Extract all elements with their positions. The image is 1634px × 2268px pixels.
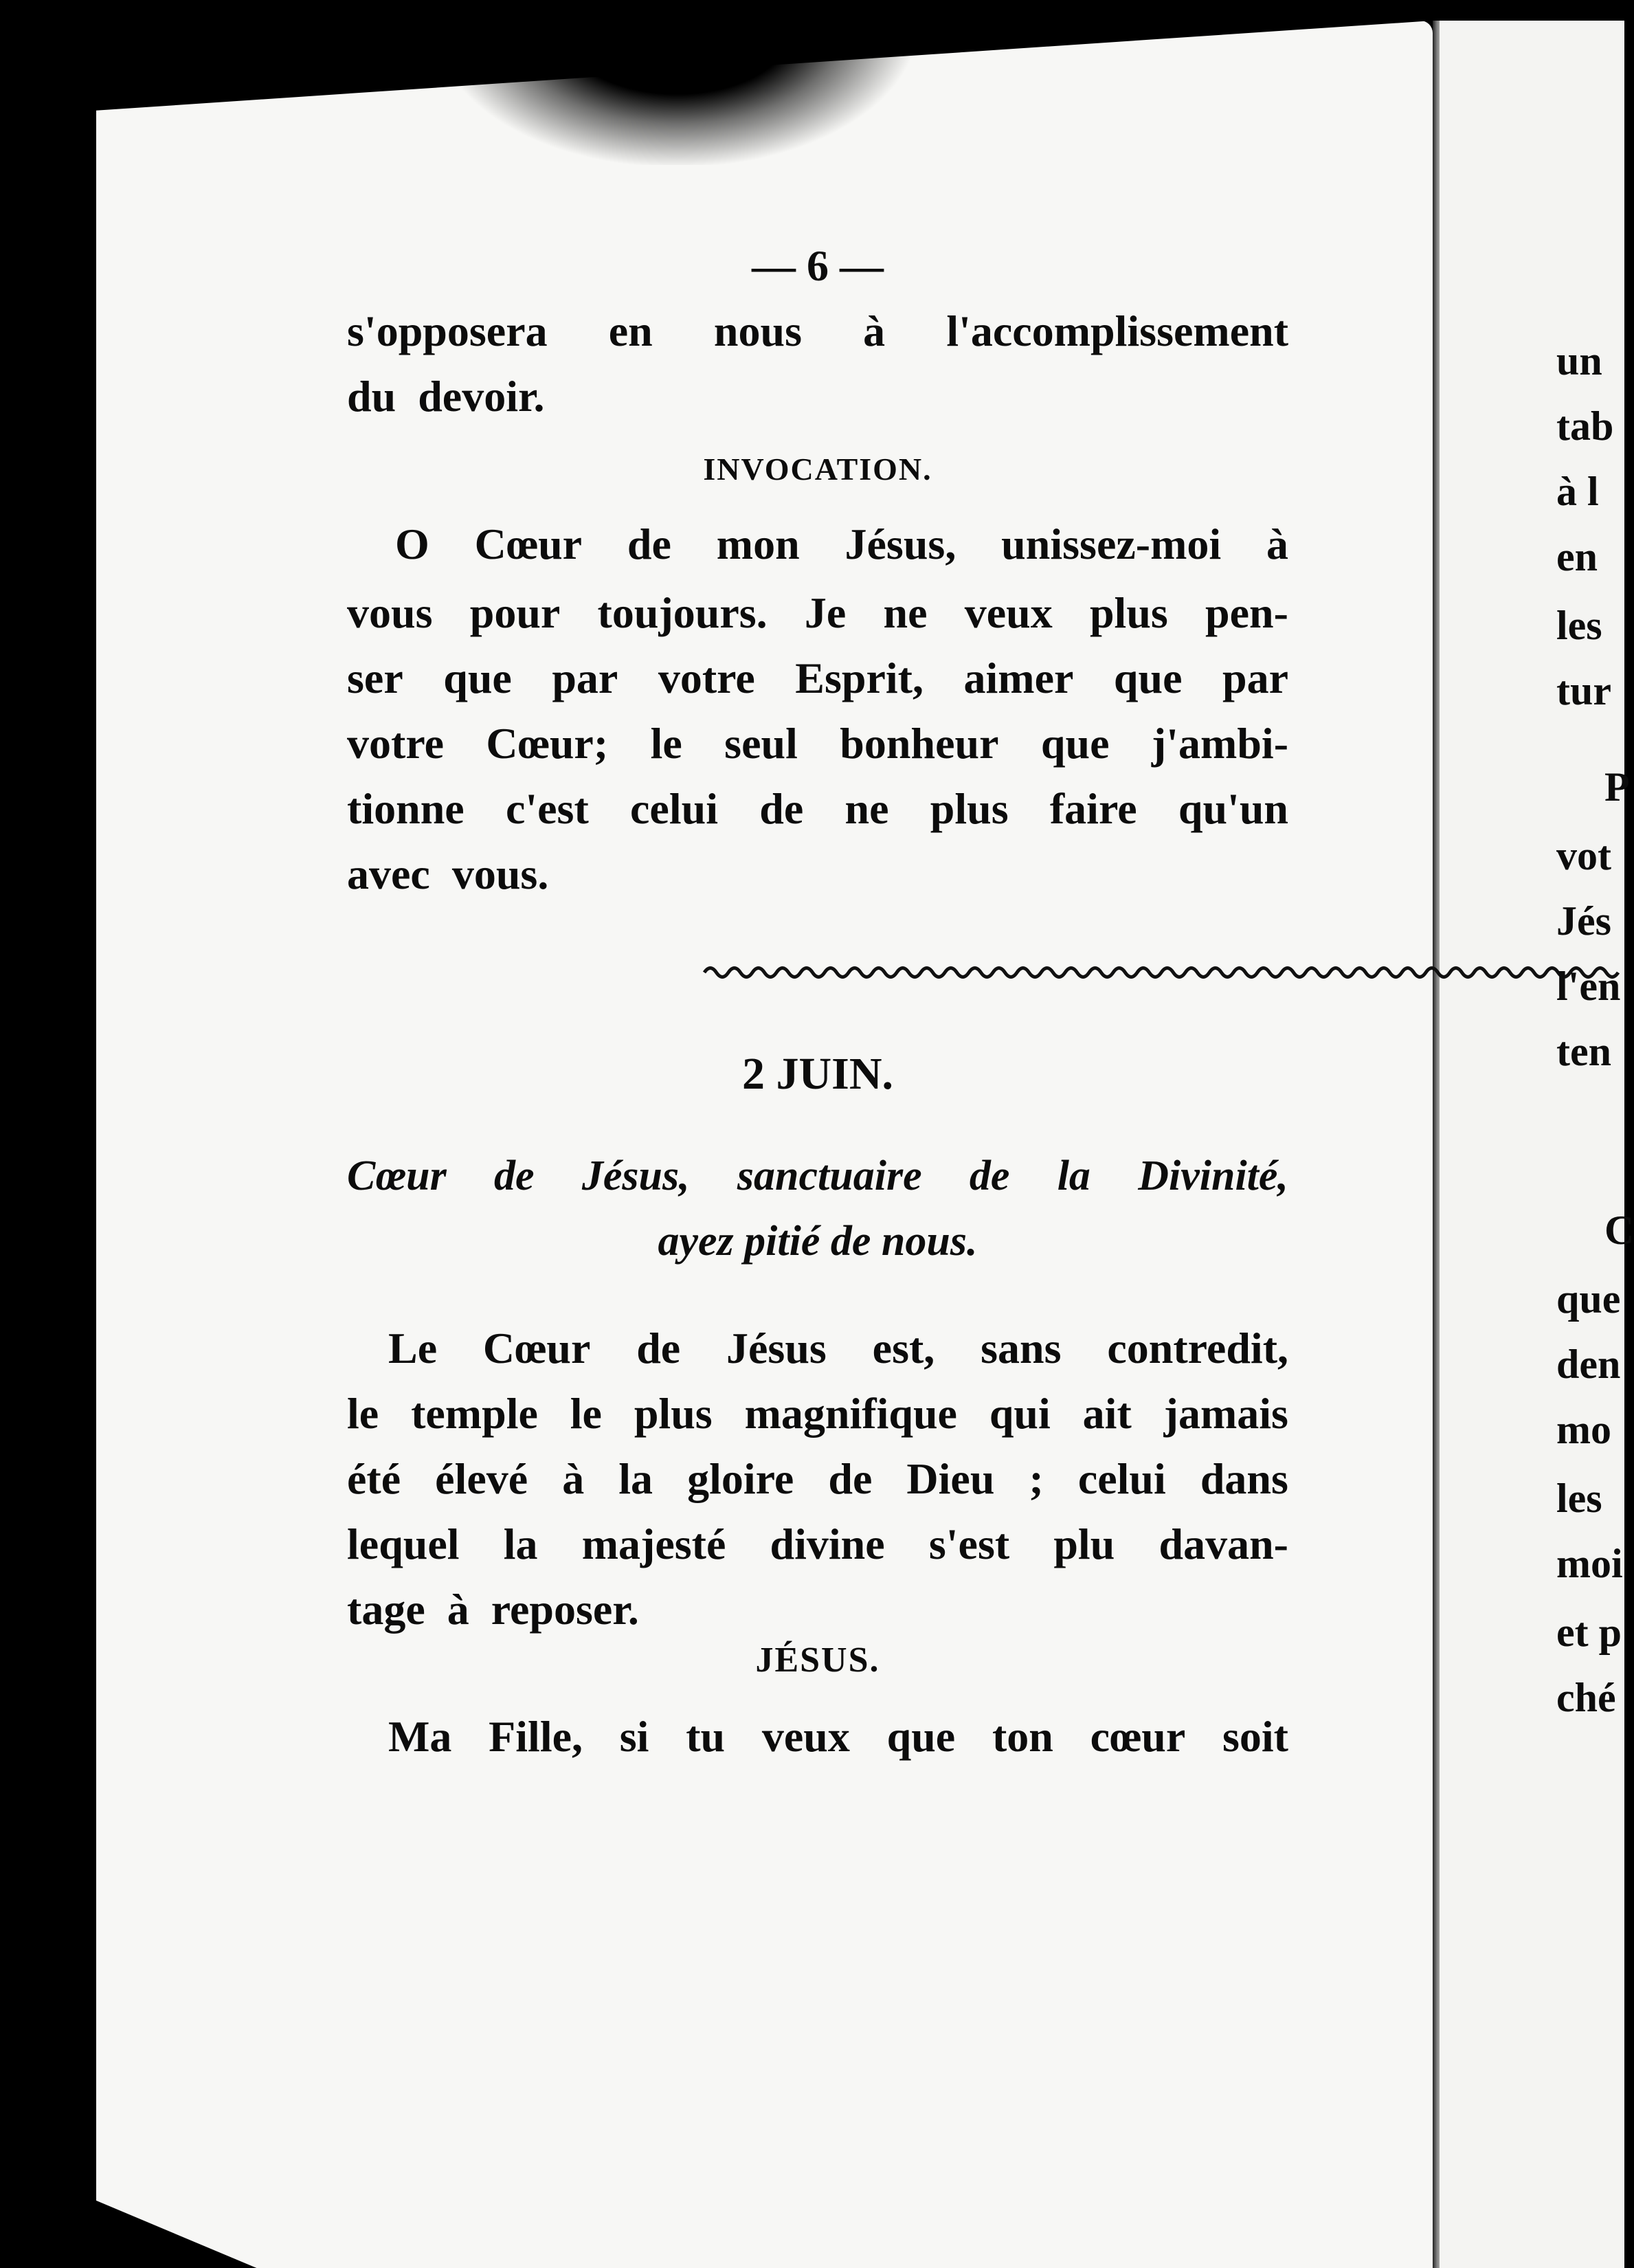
left-page-text xyxy=(347,0,1288,2265)
right-page-fragment: den xyxy=(1556,1342,1621,1387)
word: s'est xyxy=(928,1520,1010,1568)
word: Jésus, xyxy=(844,520,956,568)
right-page-fragment: moi xyxy=(1556,1541,1623,1586)
word: veux xyxy=(964,588,1053,637)
right-page-fragment: P xyxy=(1604,764,1630,810)
invocation-line: avec vous. xyxy=(347,849,549,898)
word: que xyxy=(886,1712,956,1761)
word: Jésus, xyxy=(581,1153,690,1199)
right-page-fragment: les xyxy=(1556,603,1602,648)
word: par xyxy=(1222,654,1288,702)
word: j'ambi- xyxy=(1151,719,1288,768)
word: à xyxy=(562,1454,585,1503)
word: Cœur xyxy=(347,1153,447,1199)
word: qui xyxy=(989,1389,1051,1438)
word: l'accomplissement xyxy=(946,307,1288,355)
word: gloire xyxy=(687,1454,794,1503)
right-page-fragment: vot xyxy=(1556,833,1611,878)
word: votre xyxy=(658,654,755,702)
word: de xyxy=(494,1153,535,1199)
date-heading: 2 JUIN. xyxy=(741,1049,893,1099)
word: que xyxy=(1040,719,1110,768)
word: à xyxy=(1266,520,1288,568)
word: ton xyxy=(992,1712,1053,1761)
body-line xyxy=(347,1389,1288,1438)
margin-spot xyxy=(7,206,12,212)
word: par xyxy=(552,654,618,702)
word: si xyxy=(619,1712,649,1761)
word: davan- xyxy=(1159,1520,1288,1568)
body-line xyxy=(347,1522,1288,1566)
word: été xyxy=(347,1454,401,1503)
right-page-fragment: ché xyxy=(1556,1675,1616,1720)
word: mon xyxy=(716,520,800,568)
word: votre xyxy=(347,719,444,768)
word: celui xyxy=(630,784,718,833)
motto-line-1 xyxy=(347,1155,1288,1197)
motto-line-2: ayez pitié de nous. xyxy=(658,1218,978,1265)
right-page-fragment: C xyxy=(1604,1208,1634,1253)
word: plus xyxy=(930,784,1009,833)
word: Divinité, xyxy=(1138,1153,1288,1199)
word: lequel xyxy=(347,1520,460,1568)
word: bonheur xyxy=(840,719,999,768)
word: soit xyxy=(1222,1712,1288,1761)
word: le xyxy=(650,719,682,768)
word: ne xyxy=(844,784,889,833)
right-page-fragment: un xyxy=(1556,338,1602,383)
right-page-fragment: et p xyxy=(1556,1610,1622,1655)
right-page-fragment: Jés xyxy=(1556,898,1611,944)
word: à xyxy=(863,307,886,355)
word: celui xyxy=(1077,1454,1166,1503)
invocation-line xyxy=(347,588,1288,637)
word: sanctuaire xyxy=(737,1153,922,1199)
word: de xyxy=(636,1324,681,1372)
word: jamais xyxy=(1163,1389,1288,1438)
word: dans xyxy=(1200,1454,1288,1503)
invocation-heading: INVOCATION. xyxy=(703,452,932,487)
word: Le xyxy=(388,1324,438,1372)
word: veux xyxy=(761,1712,850,1761)
word: aimer xyxy=(963,654,1074,702)
wavy-divider xyxy=(704,962,1618,983)
word: contredit, xyxy=(1107,1324,1288,1372)
word: seul xyxy=(724,719,798,768)
word: s'opposera xyxy=(347,307,548,355)
word: ser xyxy=(347,654,403,702)
word: tu xyxy=(686,1712,726,1761)
word: de xyxy=(828,1454,873,1503)
word: que xyxy=(1113,654,1183,702)
word: Jésus xyxy=(726,1324,827,1372)
word: unissez-moi xyxy=(1001,520,1222,568)
word: nous xyxy=(713,307,802,355)
right-page-fragment: en xyxy=(1556,534,1598,579)
word: vous xyxy=(347,588,433,637)
word: Je xyxy=(804,588,847,637)
word: magnifique xyxy=(744,1389,957,1438)
text-line xyxy=(347,309,1288,353)
word: plu xyxy=(1053,1520,1115,1568)
right-page-fragment: les xyxy=(1556,1476,1602,1521)
word: divine xyxy=(770,1520,885,1568)
word: ; xyxy=(1029,1454,1044,1503)
invocation-line xyxy=(347,656,1288,700)
word: Cœur xyxy=(474,520,583,568)
right-page-fragment: ten xyxy=(1556,1029,1611,1074)
word: Dieu xyxy=(906,1454,995,1503)
jesus-heading: JÉSUS. xyxy=(755,1641,880,1680)
word: la xyxy=(618,1454,653,1503)
word: cœur xyxy=(1090,1712,1186,1761)
word: pour xyxy=(469,588,561,637)
word: c'est xyxy=(505,784,589,833)
word: Cœur xyxy=(482,1324,591,1372)
word: la xyxy=(503,1520,538,1568)
word: majesté xyxy=(581,1520,726,1568)
word: Fille, xyxy=(489,1712,583,1761)
right-page-fragment: mo xyxy=(1556,1407,1611,1452)
word: Cœur; xyxy=(486,719,609,768)
margin-spot xyxy=(12,777,18,782)
word: le xyxy=(570,1389,602,1438)
word: ne xyxy=(883,588,928,637)
word: de xyxy=(627,520,671,568)
body-line: tage à reposer. xyxy=(347,1585,639,1634)
word: O xyxy=(395,520,429,568)
invocation-line xyxy=(347,784,1288,833)
word: qu'un xyxy=(1178,784,1288,833)
right-page-fragment: que xyxy=(1556,1276,1621,1322)
right-page-fragment: à l xyxy=(1556,469,1599,514)
word: de xyxy=(759,784,804,833)
word: plus xyxy=(1089,588,1168,637)
word: pen- xyxy=(1205,588,1288,637)
word: toujours. xyxy=(597,588,768,637)
margin-spot xyxy=(65,1636,75,1677)
word: sans xyxy=(981,1324,1062,1372)
word: plus xyxy=(634,1389,713,1438)
word: en xyxy=(608,307,653,355)
body-line xyxy=(347,1454,1288,1503)
right-page-fragment: tur xyxy=(1556,668,1611,713)
word: de xyxy=(969,1153,1010,1199)
body-line xyxy=(388,1326,1288,1370)
word: Ma xyxy=(388,1712,452,1761)
word: le xyxy=(347,1389,379,1438)
word: que xyxy=(443,654,512,702)
invocation-line xyxy=(347,719,1288,768)
body-line xyxy=(388,1712,1288,1761)
word: est, xyxy=(872,1324,935,1372)
invocation-line xyxy=(395,522,1288,566)
word: tionne xyxy=(347,784,465,833)
word: temple xyxy=(411,1389,538,1438)
word: Esprit, xyxy=(795,654,924,702)
right-page-fragment: l'en xyxy=(1556,964,1621,1009)
text-line: du devoir. xyxy=(347,372,545,421)
right-page-fragment: tab xyxy=(1556,403,1614,449)
word: faire xyxy=(1049,784,1137,833)
word: élevé xyxy=(435,1454,528,1503)
page-number: — 6 — xyxy=(752,241,884,290)
word: la xyxy=(1057,1153,1090,1199)
word: ait xyxy=(1082,1389,1132,1438)
